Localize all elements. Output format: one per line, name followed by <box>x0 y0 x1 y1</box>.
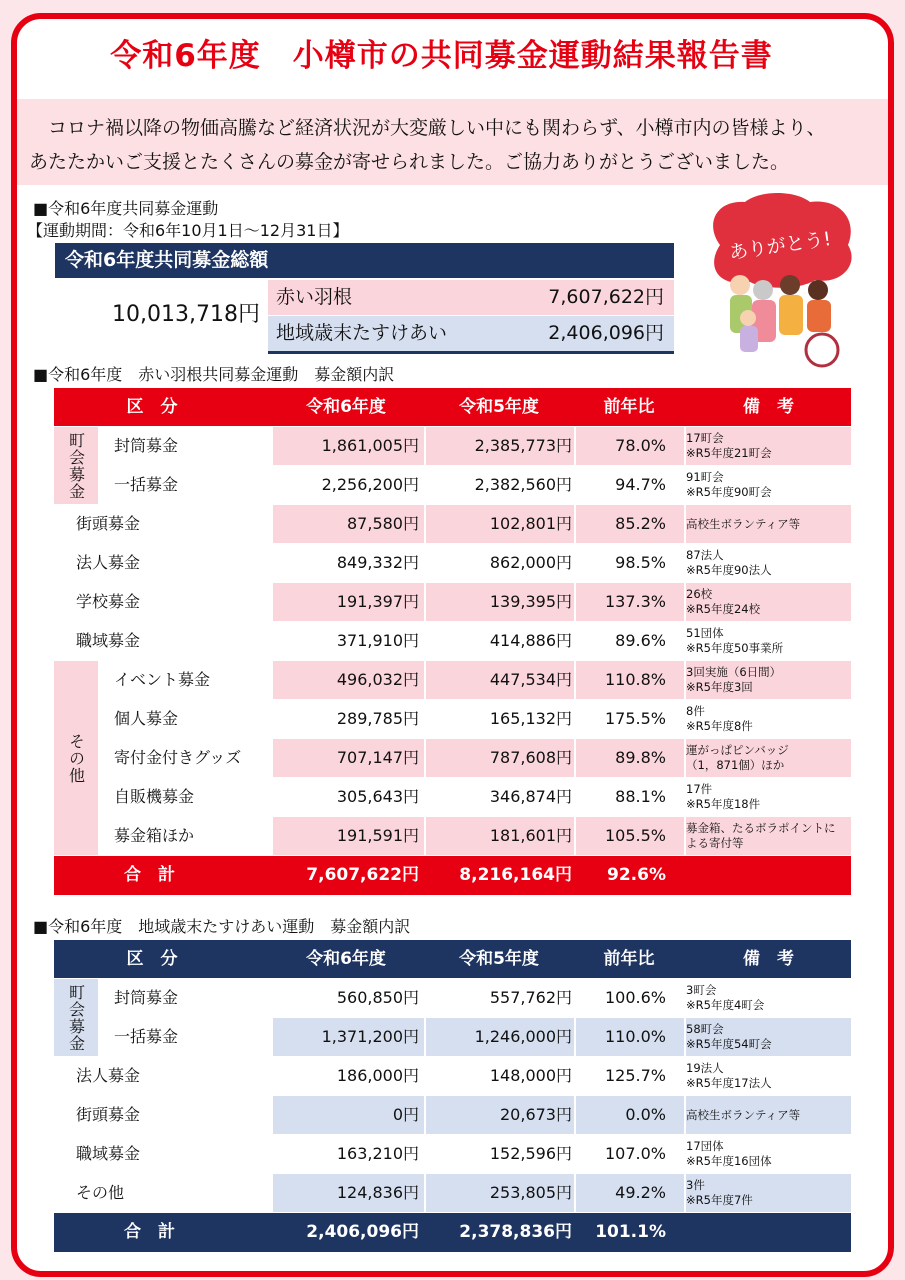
total-row <box>54 856 851 895</box>
row-label: 職域募金 <box>76 1144 141 1163</box>
total-label: 合 計 <box>124 1222 175 1242</box>
row-note: 募金箱、たるボラポイントに よる寄付等 <box>686 821 836 850</box>
value-r6: 289,785円 <box>336 709 419 728</box>
value-r6: 496,032円 <box>336 670 419 689</box>
row-note: 58町会 ※R5年度54町会 <box>686 1022 772 1051</box>
value-r6: 560,850円 <box>336 988 419 1007</box>
row-note: 91町会 ※R5年度90町会 <box>686 470 772 499</box>
row-note: 3回実施（6日間） ※R5年度3回 <box>686 665 782 694</box>
row-note: 高校生ボランティア等 <box>686 1107 801 1122</box>
value-r5: 414,886円 <box>489 631 572 650</box>
value-r5: 152,596円 <box>489 1144 572 1163</box>
value-r6: 1,371,200円 <box>321 1027 419 1046</box>
value-r5: 557,762円 <box>489 988 572 1007</box>
group-label-other: その他 <box>54 661 98 855</box>
column-divider <box>684 427 686 465</box>
column-divider <box>574 661 576 699</box>
wheelchair-wheel <box>806 334 838 366</box>
akai-total-value: 7,607,622円 <box>548 286 664 308</box>
table-row <box>54 661 851 700</box>
yoy-ratio: 78.0% <box>615 436 666 455</box>
value-r6: 191,591円 <box>336 826 419 845</box>
header-cell: 区 分 <box>126 949 178 969</box>
akai-heading: ■令和6年度 赤い羽根共同募金運動 募金額内訳 <box>33 365 395 384</box>
grand-total: 10,013,718円 <box>112 302 260 327</box>
value-r5: 787,608円 <box>489 748 572 767</box>
value-r5: 346,874円 <box>489 787 572 806</box>
value-r5: 102,801円 <box>489 514 572 533</box>
chiiki-total-label: 地域歳末たすけあい <box>276 322 448 344</box>
row-label: その他 <box>76 1183 125 1202</box>
row-label: 募金箱ほか <box>114 826 195 845</box>
column-divider <box>684 505 686 543</box>
value-r5: 2,382,560円 <box>474 475 572 494</box>
header-cell: 区 分 <box>126 397 178 417</box>
person-4-head <box>808 280 828 300</box>
row-note: 26校 ※R5年度24校 <box>686 587 761 616</box>
value-r6: 0円 <box>392 1105 419 1124</box>
value-r6: 87,580円 <box>347 514 419 533</box>
column-divider <box>424 817 426 855</box>
column-divider <box>684 1174 686 1212</box>
row-note: 3町会 ※R5年度4町会 <box>686 983 765 1012</box>
table-row <box>54 427 851 466</box>
yoy-ratio: 175.5% <box>604 709 666 728</box>
total-r6: 2,406,096円 <box>306 1222 419 1242</box>
table-row <box>54 583 851 622</box>
row-note: 19法人 ※R5年度17法人 <box>686 1061 772 1090</box>
yoy-ratio: 98.5% <box>615 553 666 572</box>
column-divider <box>684 1096 686 1134</box>
total-r5: 2,378,836円 <box>459 1222 572 1242</box>
column-divider <box>574 817 576 855</box>
value-r5: 862,000円 <box>489 553 572 572</box>
child-body <box>740 326 758 352</box>
yoy-ratio: 88.1% <box>615 787 666 806</box>
total-row <box>54 1213 851 1252</box>
akai-total-row <box>268 280 674 315</box>
group-label-chokai: 町会募金 <box>54 979 98 1056</box>
column-divider <box>424 505 426 543</box>
row-note: 8件 ※R5年度8件 <box>686 704 753 733</box>
column-divider <box>574 427 576 465</box>
person-3-head <box>780 275 800 295</box>
column-divider <box>684 583 686 621</box>
row-label: 寄付金付きグッズ <box>114 748 242 767</box>
column-divider <box>424 583 426 621</box>
table-row <box>54 1135 851 1174</box>
person-4-body <box>807 300 831 332</box>
table-row <box>54 817 851 856</box>
table-row <box>54 739 851 778</box>
total-label: 合 計 <box>124 865 175 885</box>
value-r6: 849,332円 <box>336 553 419 572</box>
row-note: 51団体 ※R5年度50事業所 <box>686 626 784 655</box>
thank-you-text: ありがとう! <box>727 227 833 265</box>
yoy-ratio: 49.2% <box>615 1183 666 1202</box>
value-r6: 305,643円 <box>336 787 419 806</box>
intro-line-2: あたたかいご支援とたくさんの募金が寄せられました。ご協力ありがとうございました。 <box>29 151 790 173</box>
row-note: 17件 ※R5年度18件 <box>686 782 761 811</box>
column-divider <box>424 661 426 699</box>
yoy-ratio: 137.3% <box>604 592 666 611</box>
person-2-head <box>753 280 773 300</box>
table-row <box>54 1174 851 1213</box>
column-divider <box>574 583 576 621</box>
table-row <box>54 622 851 661</box>
akai-total-label: 赤い羽根 <box>276 286 353 308</box>
campaign-heading: ■令和6年度共同募金運動 <box>33 199 219 218</box>
totals-header: 令和6年度共同募金総額 <box>55 243 674 278</box>
value-r6: 707,147円 <box>336 748 419 767</box>
table-row <box>54 466 851 505</box>
row-note: 3件 ※R5年度7件 <box>686 1178 753 1207</box>
row-label: 一括募金 <box>114 475 179 494</box>
table-row <box>54 1096 851 1135</box>
yoy-ratio: 0.0% <box>625 1105 666 1124</box>
akai-table <box>54 388 851 896</box>
intro-line-1: コロナ禍以降の物価高騰など経済状況が大変厳しい中にも関わらず、小樽市内の皆様より、 <box>29 117 826 139</box>
table-row <box>54 544 851 583</box>
column-divider <box>684 739 686 777</box>
row-label: 法人募金 <box>76 1066 141 1085</box>
value-r5: 1,246,000円 <box>474 1027 572 1046</box>
row-label: 封筒募金 <box>114 436 179 455</box>
row-label: イベント募金 <box>114 670 211 689</box>
header-cell: 前年比 <box>603 949 655 969</box>
chiiki-heading: ■令和6年度 地域歳末たすけあい運動 募金額内訳 <box>33 917 411 936</box>
row-label: 個人募金 <box>114 709 179 728</box>
row-note: 17町会 ※R5年度21町会 <box>686 431 772 460</box>
table-row <box>54 1057 851 1096</box>
header-cell: 備 考 <box>743 397 794 417</box>
row-note: 17団体 ※R5年度16団体 <box>686 1139 772 1168</box>
row-label: 法人募金 <box>76 553 141 572</box>
row-label: 街頭募金 <box>76 514 141 533</box>
value-r6: 186,000円 <box>336 1066 419 1085</box>
column-divider <box>424 739 426 777</box>
person-3-body <box>779 295 803 335</box>
value-r6: 2,256,200円 <box>321 475 419 494</box>
table-row <box>54 700 851 739</box>
chiiki-total-row <box>268 316 674 354</box>
yoy-ratio: 89.6% <box>615 631 666 650</box>
header-cell: 令和6年度 <box>306 397 386 417</box>
yoy-ratio: 107.0% <box>604 1144 666 1163</box>
value-r6: 1,861,005円 <box>321 436 419 455</box>
row-label: 封筒募金 <box>114 988 179 1007</box>
row-label: 街頭募金 <box>76 1105 141 1124</box>
column-divider <box>424 1174 426 1212</box>
total-r6: 7,607,622円 <box>306 865 419 885</box>
total-ratio: 101.1% <box>595 1222 666 1242</box>
value-r5: 181,601円 <box>489 826 572 845</box>
value-r5: 20,673円 <box>500 1105 572 1124</box>
page-title: 令和6年度 小樽市の共同募金運動結果報告書 <box>110 38 773 74</box>
value-r6: 191,397円 <box>336 592 419 611</box>
intro-message <box>17 99 888 185</box>
total-r5: 8,216,164円 <box>459 865 572 885</box>
yoy-ratio: 94.7% <box>615 475 666 494</box>
row-note: 運がっぱピンバッジ （1，871個）ほか <box>686 743 789 772</box>
column-divider <box>424 1096 426 1134</box>
total-ratio: 92.6% <box>607 865 666 885</box>
yoy-ratio: 125.7% <box>604 1066 666 1085</box>
column-divider <box>684 1018 686 1056</box>
table-row <box>54 1018 851 1057</box>
column-divider <box>684 817 686 855</box>
campaign-period: 【運動期間：令和6年10月1日～12月31日】 <box>27 221 349 240</box>
table-header <box>54 940 851 978</box>
value-r5: 2,385,773円 <box>474 436 572 455</box>
person-1-head <box>730 275 750 295</box>
column-divider <box>574 505 576 543</box>
group-label-chokai: 町会募金 <box>54 427 98 504</box>
yoy-ratio: 100.6% <box>604 988 666 1007</box>
column-divider <box>574 1018 576 1056</box>
header-cell: 備 考 <box>743 949 794 969</box>
value-r5: 139,395円 <box>489 592 572 611</box>
table-row <box>54 505 851 544</box>
row-label: 自販機募金 <box>114 787 195 806</box>
yoy-ratio: 85.2% <box>615 514 666 533</box>
column-divider <box>424 427 426 465</box>
column-divider <box>684 661 686 699</box>
column-divider <box>574 1174 576 1212</box>
yoy-ratio: 110.0% <box>604 1027 666 1046</box>
row-label: 一括募金 <box>114 1027 179 1046</box>
yoy-ratio: 89.8% <box>615 748 666 767</box>
chiiki-table <box>54 940 851 1254</box>
header-cell: 令和5年度 <box>459 397 539 417</box>
value-r6: 371,910円 <box>336 631 419 650</box>
child-head <box>740 310 756 326</box>
value-r5: 253,805円 <box>489 1183 572 1202</box>
value-r5: 148,000円 <box>489 1066 572 1085</box>
table-row <box>54 979 851 1018</box>
row-label: 学校募金 <box>76 592 141 611</box>
value-r5: 165,132円 <box>489 709 572 728</box>
column-divider <box>574 1096 576 1134</box>
yoy-ratio: 110.8% <box>604 670 666 689</box>
yoy-ratio: 105.5% <box>604 826 666 845</box>
row-note: 87法人 ※R5年度90法人 <box>686 548 772 577</box>
header-cell: 令和6年度 <box>306 949 386 969</box>
thank-you-illustration <box>700 190 860 370</box>
value-r6: 163,210円 <box>336 1144 419 1163</box>
totals-box <box>55 243 674 344</box>
row-label: 職域募金 <box>76 631 141 650</box>
value-r5: 447,534円 <box>489 670 572 689</box>
table-header <box>54 388 851 426</box>
column-divider <box>424 1018 426 1056</box>
value-r6: 124,836円 <box>336 1183 419 1202</box>
header-cell: 令和5年度 <box>459 949 539 969</box>
row-note: 高校生ボランティア等 <box>686 516 801 531</box>
table-row <box>54 778 851 817</box>
header-cell: 前年比 <box>603 397 655 417</box>
chiiki-total-value: 2,406,096円 <box>548 322 664 344</box>
column-divider <box>574 739 576 777</box>
